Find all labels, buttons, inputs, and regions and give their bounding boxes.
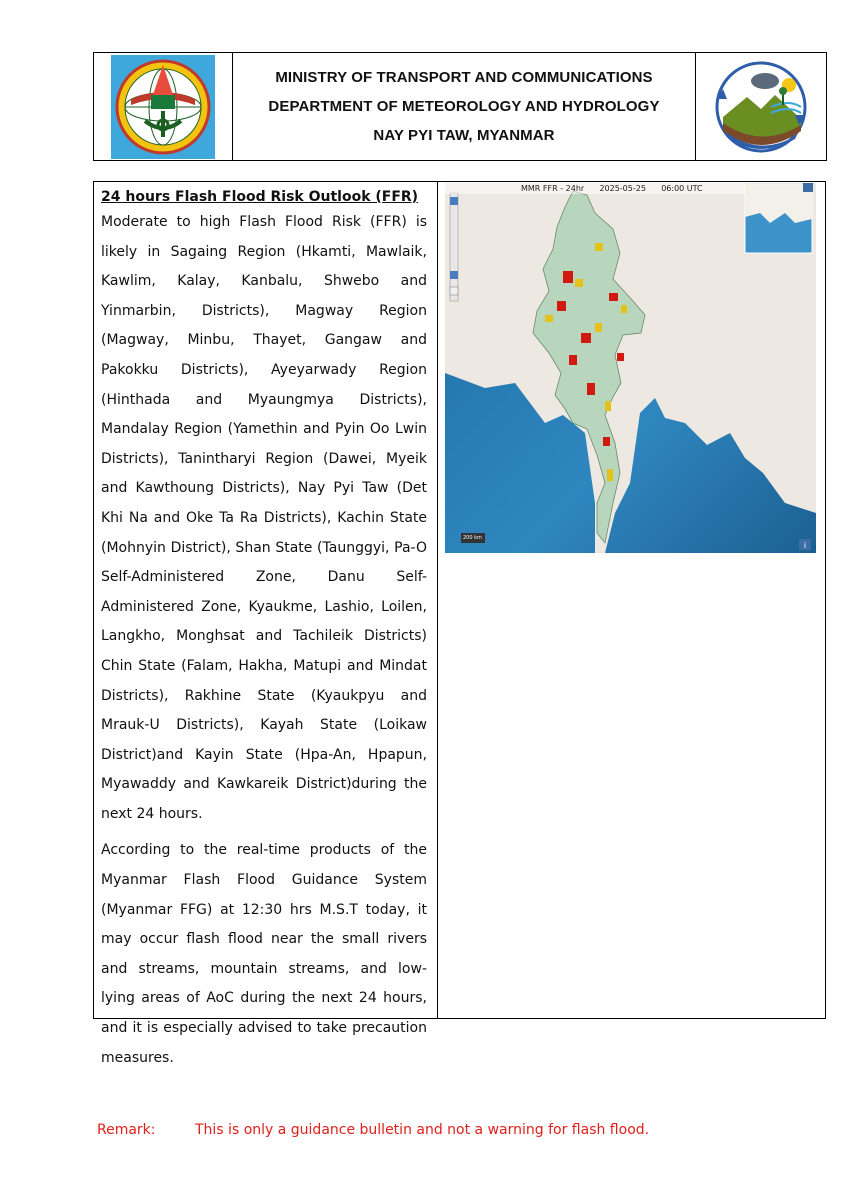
ffg-guidance-paragraph: According to the real-time products of the Myanmar Flash Flood Guidance System (Myanmar FFG) at 12:30 hrs M.S.T today, it may occur flash flood near the small rivers and streams, mountain streams, and low-lying areas of AoC during the next 24 hours, and it is especially advised to take precaution measures.: [101, 842, 427, 1066]
bulletin-title: 24 hours Flash Flood Risk Outlook (FFR): [101, 189, 419, 205]
letterhead-title: [233, 53, 696, 160]
map-caption: MMR FFR - 24hr 2025-05-25 06:00 UTC: [521, 184, 703, 193]
remark-label: Remark:: [97, 1122, 156, 1138]
bulletin-map-cell: [438, 182, 825, 1018]
svg-text:i: i: [803, 541, 807, 550]
ministry-emblem-icon: [111, 55, 215, 159]
ministry-name: MINISTRY OF TRANSPORT AND COMMUNICATIONS: [275, 69, 653, 86]
letterhead: [93, 52, 827, 161]
bulletin-table: [93, 181, 826, 1066]
ffr-map: [445, 183, 816, 553]
scale-label: 200 km: [463, 535, 482, 541]
risk-outlook-paragraph: Moderate to high Flash Flood Risk (FFR) is likely in Sagaing Region (Hkamti, Mawlaik, Kawlim, Kalay, Kanbalu, Shwebo and Yinmarbin, Districts), Magway Region (Magway, Minbu, Thayet, Gangaw and Pakokku Districts), Ayeyarwady Region (Hinthada and Myaungmya Districts), Mandalay Region (Yamethin and Pyin Oo Lwin Districts), Tanintharyi Region (Dawei, Myeik and Kawthoung Districts), Nay Pyi Taw (Det Khi Na and Oke Ta Ra Districts), Kachin State (Mohnyin District), Shan State (Taunggyi, Pa-O Self-Administered Zone, Danu Self-Administered Zone, Kyaukme, Lashio, Loilen, Langkho, Monghsat and Tachileik Districts) Chin State (Falam, Hakha, Matupi and Mindat Districts), Rakhine State (Kyaukpyu and Mrauk-U Districts), Kayah State (Loikaw District)and Kayin State (Hpa-An, Hpapun, Myawaddy and Kawkareik District)during the next 24 hours.: [101, 214, 427, 822]
water-cycle-logo-icon: [709, 59, 813, 155]
location-name: NAY PYI TAW, MYANMAR: [373, 127, 555, 144]
department-name: DEPARTMENT OF METEOROLOGY AND HYDROLOGY: [268, 98, 660, 115]
hydrology-logo-cell: [696, 53, 826, 160]
remark-text: This is only a guidance bulletin and not a warning for flash flood.: [195, 1122, 650, 1138]
zoom-controls[interactable]: [450, 193, 458, 301]
bulletin-text-cell: [94, 182, 438, 1066]
ministry-logo-cell: [94, 53, 233, 160]
remark: [97, 1122, 649, 1138]
ffr-risk-map: [445, 183, 816, 553]
